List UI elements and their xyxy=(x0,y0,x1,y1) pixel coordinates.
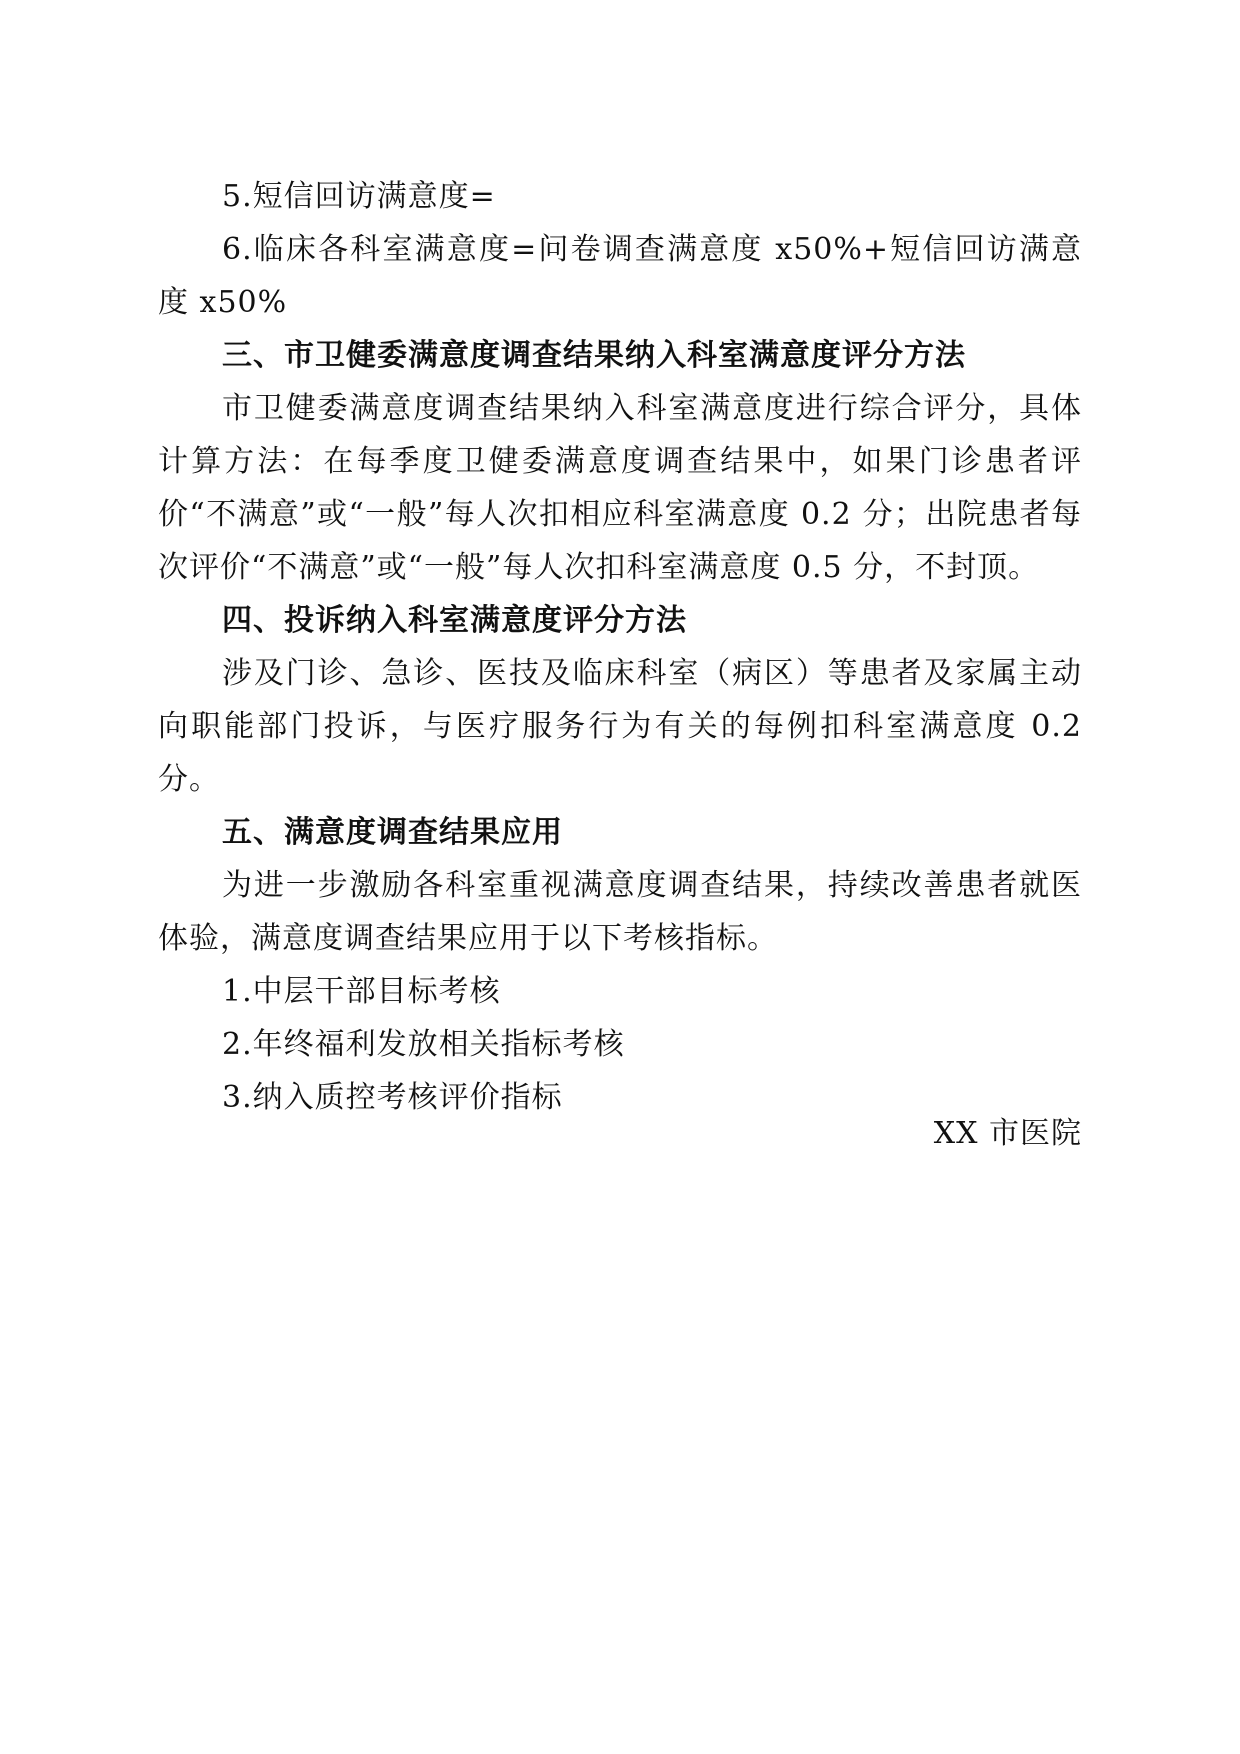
list-item: 6.临床各科室满意度=问卷调查满意度 x50%+短信回访满意度 x50% xyxy=(158,232,1082,320)
list-item: 5.短信回访满意度= xyxy=(222,179,496,214)
section-heading-3: 三、市卫健委满意度调查结果纳入科室满意度评分方法 xyxy=(222,338,966,373)
section-heading-5: 五、满意度调查结果应用 xyxy=(222,815,563,850)
section-body-5: 为进一步激励各科室重视满意度调查结果，持续改善患者就医体验，满意度调查结果应用于以下考核指标。 xyxy=(158,868,1082,956)
list-item: 1.中层干部目标考核 xyxy=(222,974,501,1009)
section-body-3: 市卫健委满意度调查结果纳入科室满意度进行综合评分，具体计算方法：在每季度卫健委满意度调查结果中，如果门诊患者评价“不满意”或“一般”每人次扣相应科室满意度 0.2 分；出院患者每次评价“不满意”或“一般”每人次扣科室满意度 0.5 分，不封顶。 xyxy=(158,391,1082,585)
section-body-4: 涉及门诊、急诊、医技及临床科室（病区）等患者及家属主动向职能部门投诉，与医疗服务行为有关的每例扣科室满意度 0.2 分。 xyxy=(158,656,1082,797)
list-item: 3.纳入质控考核评价指标 xyxy=(222,1080,563,1115)
signature: XX 市医院 xyxy=(933,1116,1082,1151)
section-heading-4: 四、投诉纳入科室满意度评分方法 xyxy=(222,603,687,638)
document-body xyxy=(158,170,1082,1124)
list-item: 2.年终福利发放相关指标考核 xyxy=(222,1027,625,1062)
